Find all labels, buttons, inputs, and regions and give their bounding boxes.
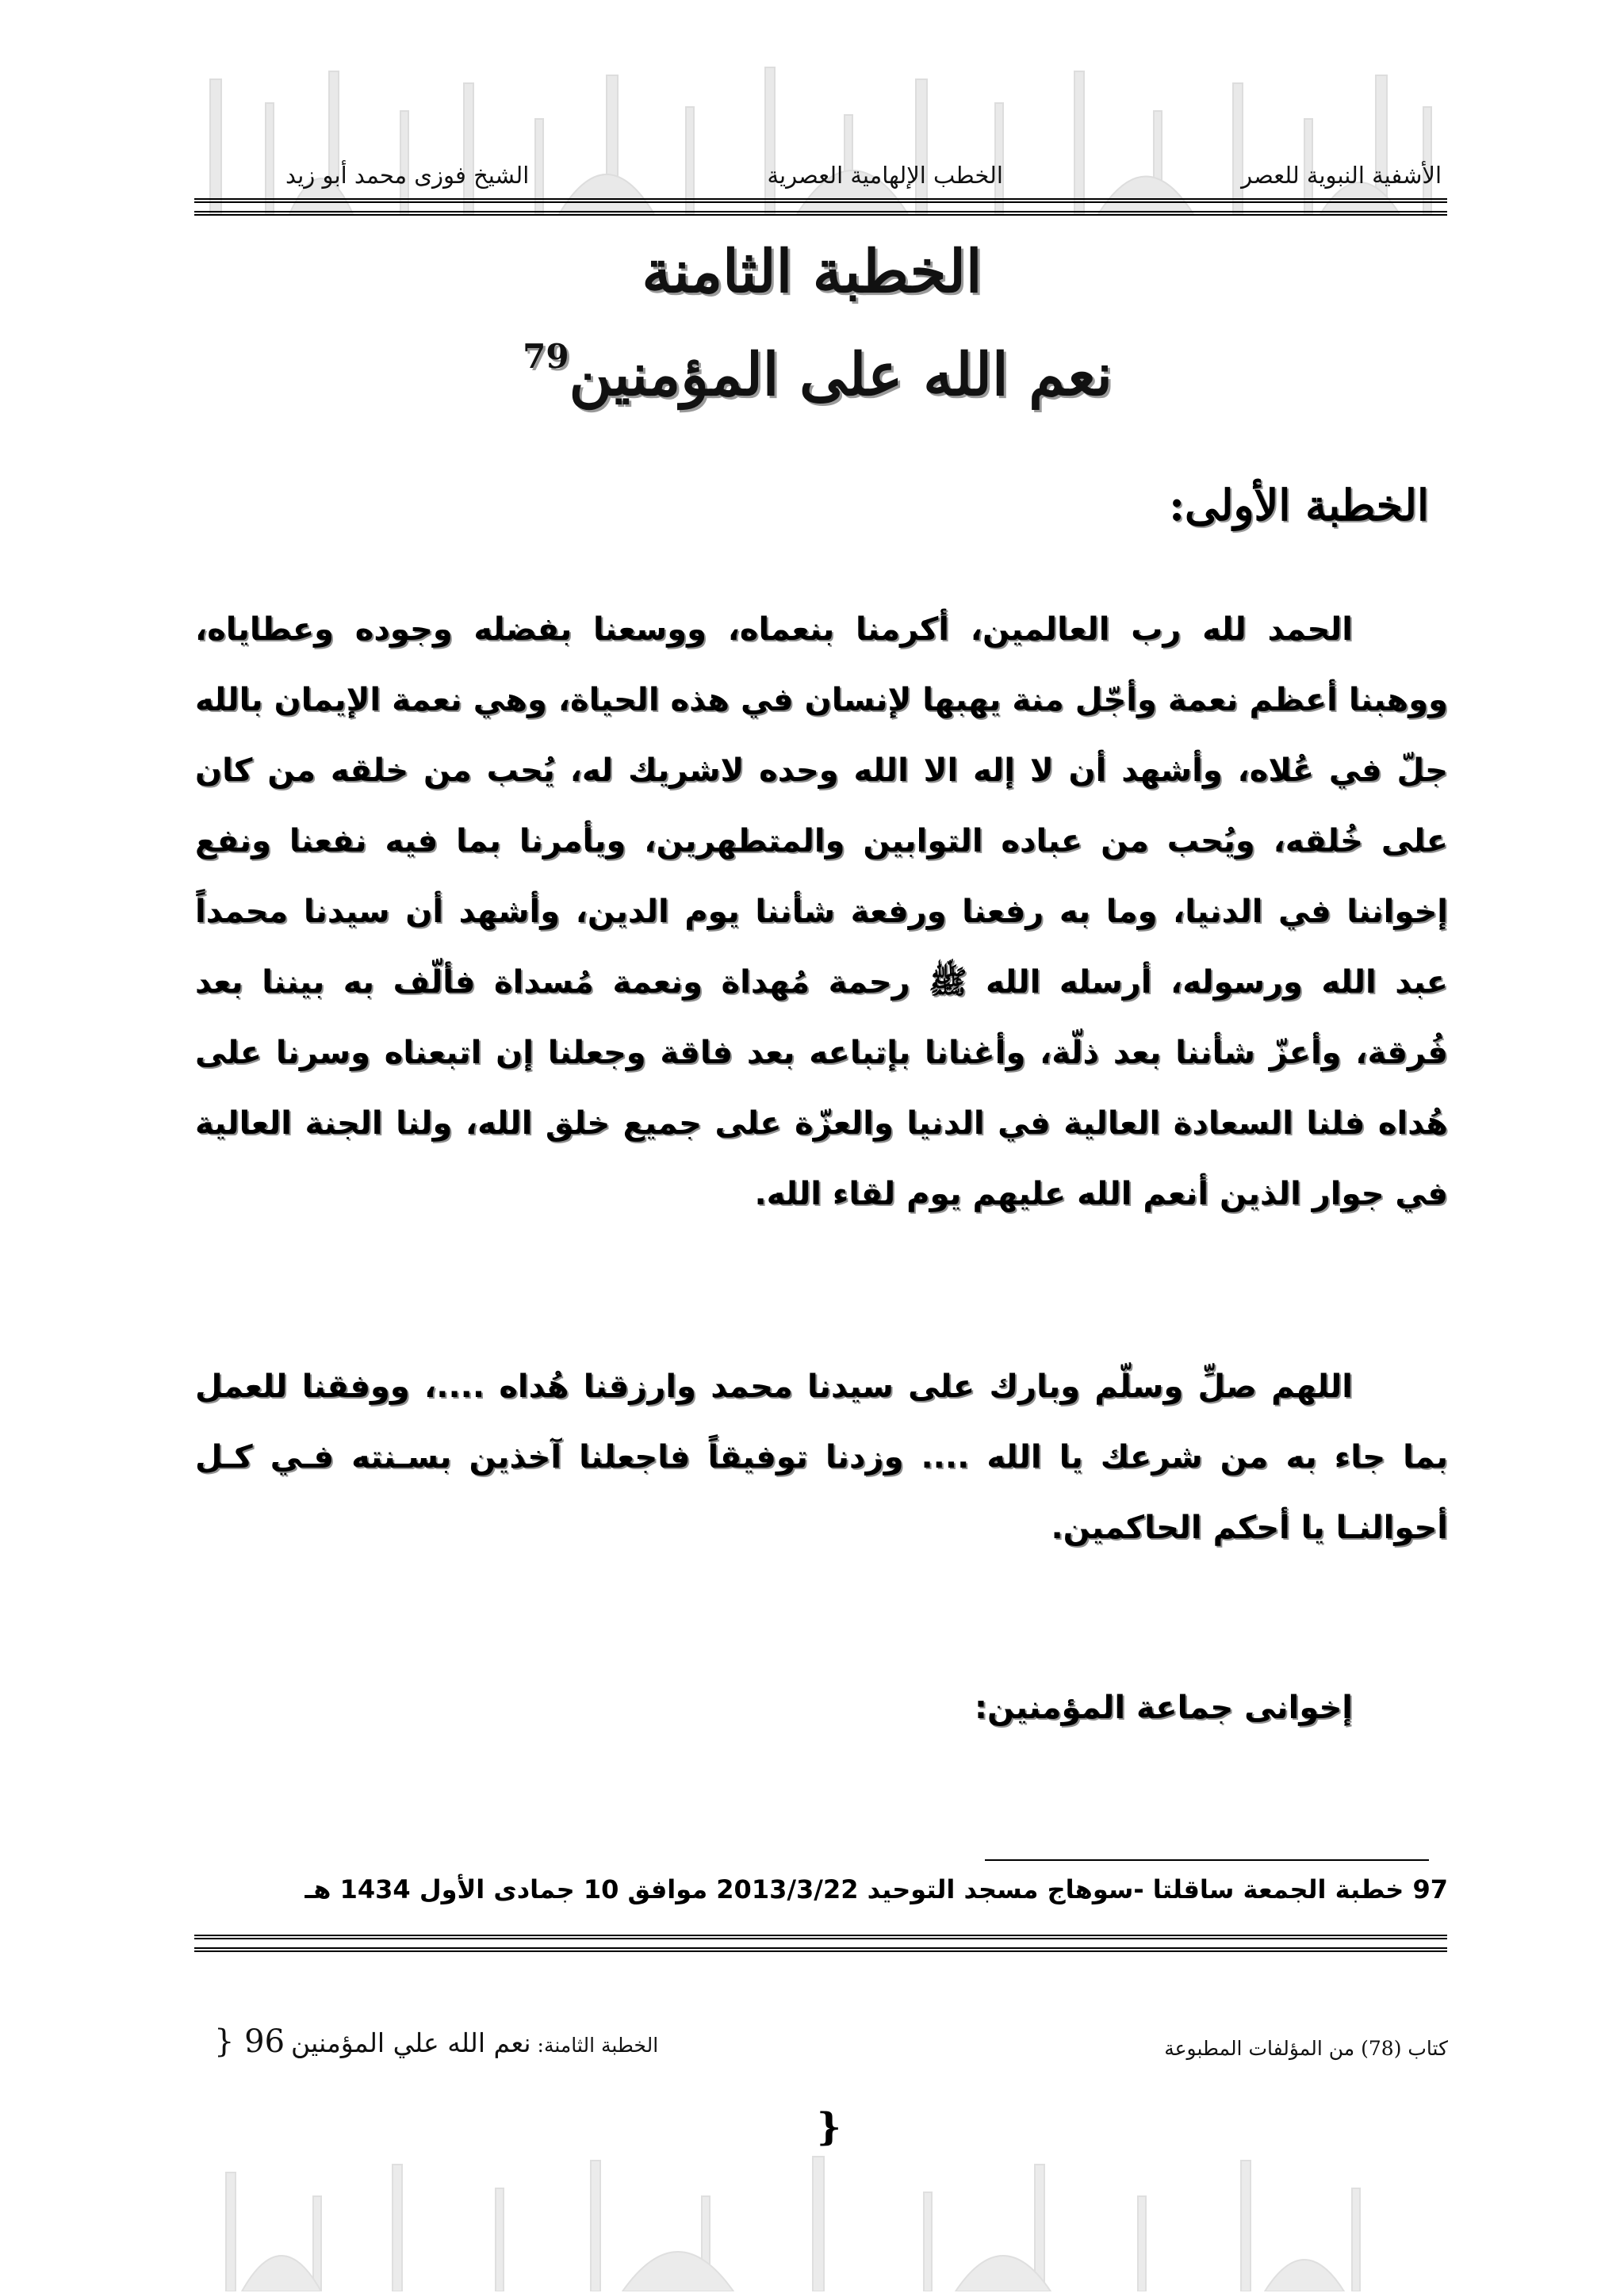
footer-chapter xyxy=(214,2023,658,2060)
header-divider xyxy=(194,198,1447,216)
khutbah-title: الخطبة الثامنة xyxy=(642,238,982,306)
section-heading: الخطبة الأولى: xyxy=(1169,480,1429,530)
paragraph-2-text: اللهم صلِّ وسلّم وبارك على سيدنا محمد وارزقنا هُداه ....، ووفقنا للعمل بما جاء به من شرعك يا الله .... وزدنا توفيقاً فاجعلنا آخذين بسـنته فـي كـل أحوالنـا يا أحكم الحاكمين. xyxy=(195,1369,1448,1546)
body-paragraph-2 xyxy=(195,1352,1448,1564)
paragraph-1-text: الحمد لله رب العالمين، أكرمنا بنعماه، ووسعنا بفضله وجوده وعطاياه، ووهبنا أعظم نعمة وأجّل منة يهبها لإنسان في هذه الحياة، وهي نعمة الإيمان بالله جلّ في عُلاه، وأشهد أن لا إله الا الله وحده لاشريك له، يُحب من خلقه من كان على خُلقه، ويُحب من عباده التوابين والمتطهرين، ويأمرنا بما فيه نفعنا ونفع إخواننا في الدنيا، وما به رفعنا ورفعة شأننا يوم الدين، وأشهد أن سيدنا محمداً عبد الله ورسوله، أرسله الله ﷺ رحمة مُهداة ونعمة مُسداة فألّف به بيننا بعد فُرقة، وأعزّ شأننا بعد ذلّة، وأغنانا بإتباعه بعد فاقة وجعلنا إن اتبعناه وسرنا على هُداه فلنا السعادة العالية في الدنيا والعزّة على جميع خلق الله، ولنا الجنة العالية في جوار الذين أنعم الله عليهم يوم لقاء الله. xyxy=(195,611,1448,1212)
footer-divider xyxy=(194,1935,1447,1952)
mosque-skyline-footer-image xyxy=(194,2141,1447,2291)
footer-chapter-label: الخطبة الثامنة: xyxy=(537,2034,659,2057)
footnote-reference: 79 xyxy=(523,337,569,376)
footnote: 97 خطبة الجمعة ساقلتا -سوهاج مسجد التوحيد 2013/3/22 موافق 10 جمادى الأول 1434 هـ xyxy=(304,1874,1448,1904)
page-number: 96 { xyxy=(214,2023,285,2060)
header-author: الشيخ فوزى محمد أبو زيد xyxy=(285,162,530,189)
running-header xyxy=(285,144,1442,189)
closing-brace: } xyxy=(817,2105,841,2149)
footer-book-info: كتاب (78) من المؤلفات المطبوعة xyxy=(1164,2037,1448,2060)
footnote-separator xyxy=(985,1859,1429,1861)
header-series: الخطب الإلهامية العصرية xyxy=(767,162,1003,189)
body-paragraph-1 xyxy=(195,595,1448,1230)
subtitle-text: نعم الله على المؤمنين xyxy=(569,341,1113,409)
page-footer xyxy=(214,2012,1448,2060)
body-paragraph-3 xyxy=(195,1673,1448,1744)
header-volume: الأشفية النبوية للعصر xyxy=(1241,162,1442,189)
khutbah-subtitle xyxy=(0,337,1624,409)
paragraph-3-text: إخوانى جماعة المؤمنين: xyxy=(975,1690,1353,1726)
footer-chapter-title: نعم الله علي المؤمنين xyxy=(291,2027,531,2058)
mosque-skyline-header-image xyxy=(194,56,1447,222)
